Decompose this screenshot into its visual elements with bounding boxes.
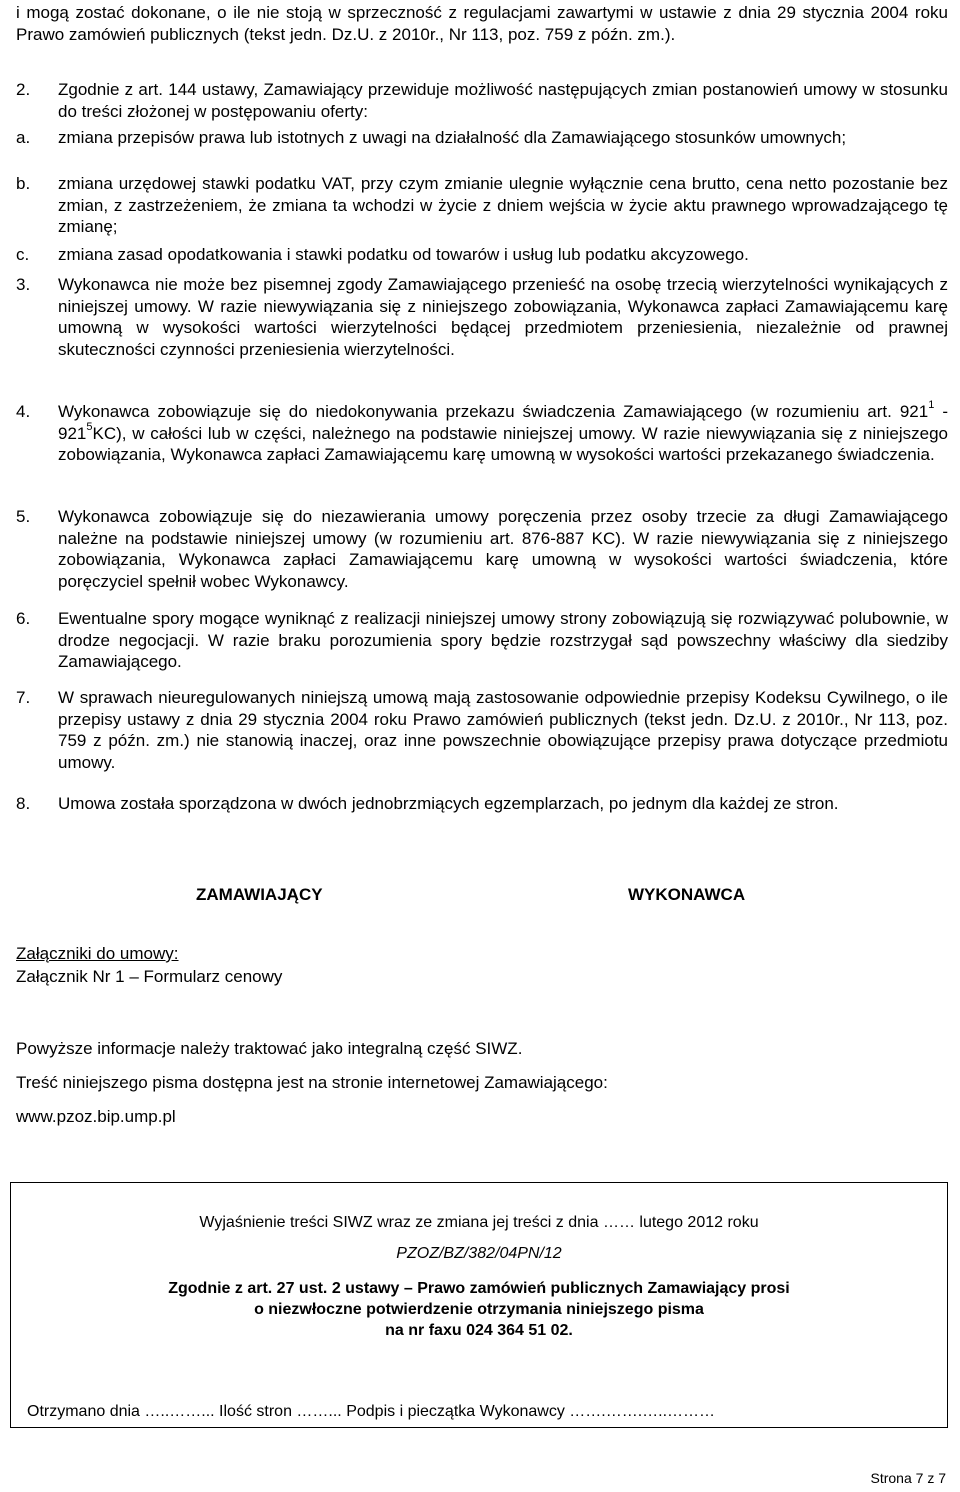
signature-wykonawca: WYKONAWCA (628, 885, 746, 904)
intro-text: i mogą zostać dokonane, o ile nie stoją w sprzeczność z regulacjami zawartymi w ustawie z dnia 29 stycznia 2004 roku Prawo zamówień publicznych (tekst jedn. Dz.U. z 2010r., Nr 113, poz. 759 z późn. zm.). (16, 3, 948, 44)
page-number: Strona 7 z 7 (870, 1470, 946, 1486)
attachments-heading: Załączniki do umowy: (16, 944, 179, 963)
clause-text: Ewentualne spory mogące wyniknąć z realizacji niniejszej umowy strony zobowiązują się rozwiązywać polubownie, w drodze negocjacji. W razie braku porozumienia spory będzie rozstrzygał sąd powszechny właściwy dla siedziby Zamawiającego. (58, 609, 948, 671)
confirmation-box (10, 1182, 948, 1428)
reference-number: PZOZ/BZ/382/04PN/12 (396, 1245, 562, 1262)
receipt-line: Otrzymano dnia …..……... Ilość stron ……... Podpis i pieczątka Wykonawcy …….…….…..……… (27, 1403, 716, 1420)
availability-note: Treść niniejszego pisma dostępna jest na stronie internetowej Zamawiającego: (16, 1073, 608, 1092)
item-letter: a. (16, 128, 31, 147)
box-title: Wyjaśnienie treści SIWZ wraz ze zmiana jej treści z dnia …… lutego 2012 roku (199, 1214, 759, 1231)
integral-note: Powyższe informacje należy traktować jako integralną część SIWZ. (16, 1039, 523, 1058)
clause-text: Wykonawca zobowiązuje się do niezawierania umowy poręczenia przez osoby trzecie za długi Zamawiającego należne na podstawie niniejszej umowy (w rozumieniu art. 876-887 KC). W razie niewywiązania się z niniejszego zobowiązania, Wykonawca zapłaci Zamawiającemu karę umowną w wysokości wartości świadczenia, które poręczyciel spełnił wobec Wykonawcy. (58, 507, 948, 591)
request-line-1: Zgodnie z art. 27 ust. 2 ustawy – Prawo zamówień publicznych Zamawiający prosi (168, 1280, 790, 1297)
clause-2-item-b (16, 173, 948, 238)
website-url: www.pzoz.bip.ump.pl (16, 1107, 176, 1126)
clause-number: 2. (16, 80, 31, 99)
clause-2-item-c (16, 244, 948, 266)
clause-number: 7. (16, 688, 31, 707)
clause-text: W sprawach nieuregulowanych niniejszą umową mają zastosowanie odpowiednie przepisy Kodeksu Cywilnego, o ile przepisy ustawy z dnia 29 stycznia 2004 roku Prawo zamówień publicznych (tekst jedn. Dz.U. z 2010r., Nr 113, poz. 759 z późn. zm.) nie stanowią inaczej, oraz inne powszechnie obowiązujące przepisy prawa dotyczące przedmiotu umowy. (58, 688, 948, 772)
intro-paragraph (16, 2, 948, 45)
clause-number: 8. (16, 794, 31, 813)
clause-number: 6. (16, 609, 31, 628)
clause-text-part: Wykonawca zobowiązuje się do niedokonywania przekazu świadczenia Zamawiającego (w rozumieniu art. 921 (58, 402, 929, 421)
attachment-item: Załącznik Nr 1 – Formularz cenowy (16, 967, 283, 986)
item-text: zmiana przepisów prawa lub istotnych z uwagi na działalność dla Zamawiającego stosunków umownych; (58, 128, 847, 147)
request-line-2: o niezwłoczne potwierdzenie otrzymania niniejszego pisma (254, 1301, 704, 1318)
fax-number-line: na nr faxu 024 364 51 02. (385, 1322, 573, 1339)
clause-text-part: - 921 (58, 402, 948, 443)
item-letter: c. (16, 245, 30, 264)
clause-number: 3. (16, 275, 31, 294)
superscript: 5 (86, 420, 93, 433)
clause-number: 4. (16, 402, 31, 421)
item-letter: b. (16, 174, 31, 193)
clause-text (58, 401, 948, 466)
clause-number: 5. (16, 507, 31, 526)
clause-text: Wykonawca nie może bez pisemnej zgody Zamawiającego przenieść na osobę trzecią wierzytelności wynikających z niniejszej umowy. W razie niewywiązania się z niniejszego zobowiązania, Wykonawca zapłaci Zamawiającemu karę umowną w wysokości wartości wierzytelności będącej przedmiotem przeniesienia, niezależnie od prawnej skuteczności czynności przeniesienia wierzytelności. (58, 275, 948, 359)
clause-2-item-a (16, 127, 948, 149)
clause-text-part: KC), w całości lub w części, należnego na podstawie niniejszej umowy. W razie niewywiązania się z niniejszego zobowiązania, Wykonawca zapłaci Zamawiającemu karę umowną w wysokości wartości przekazanego świadczenia. (58, 423, 948, 464)
clause-text: Umowa została sporządzona w dwóch jednobrzmiących egzemplarzach, po jednym dla każdej ze stron. (58, 794, 839, 813)
superscript: 1 (928, 399, 935, 412)
item-text: zmiana zasad opodatkowania i stawki podatku od towarów i usług lub podatku akcyzowego. (58, 245, 749, 264)
item-text: zmiana urzędowej stawki podatku VAT, przy czym zmianie ulegnie wyłącznie cena brutto, cena netto pozostanie bez zmian, z zastrzeżeniem, że zmiana ta wchodzi w życie z dniem wejścia w życie aktu prawnego wprowadzającego tę zmianę; (58, 174, 948, 236)
signature-zamawiajacy: ZAMAWIAJĄCY (196, 885, 323, 904)
clause-text: Zgodnie z art. 144 ustawy, Zamawiający przewiduje możliwość następujących zmian postanowień umowy w stosunku do treści złożonej w postępowaniu oferty: (58, 80, 948, 121)
